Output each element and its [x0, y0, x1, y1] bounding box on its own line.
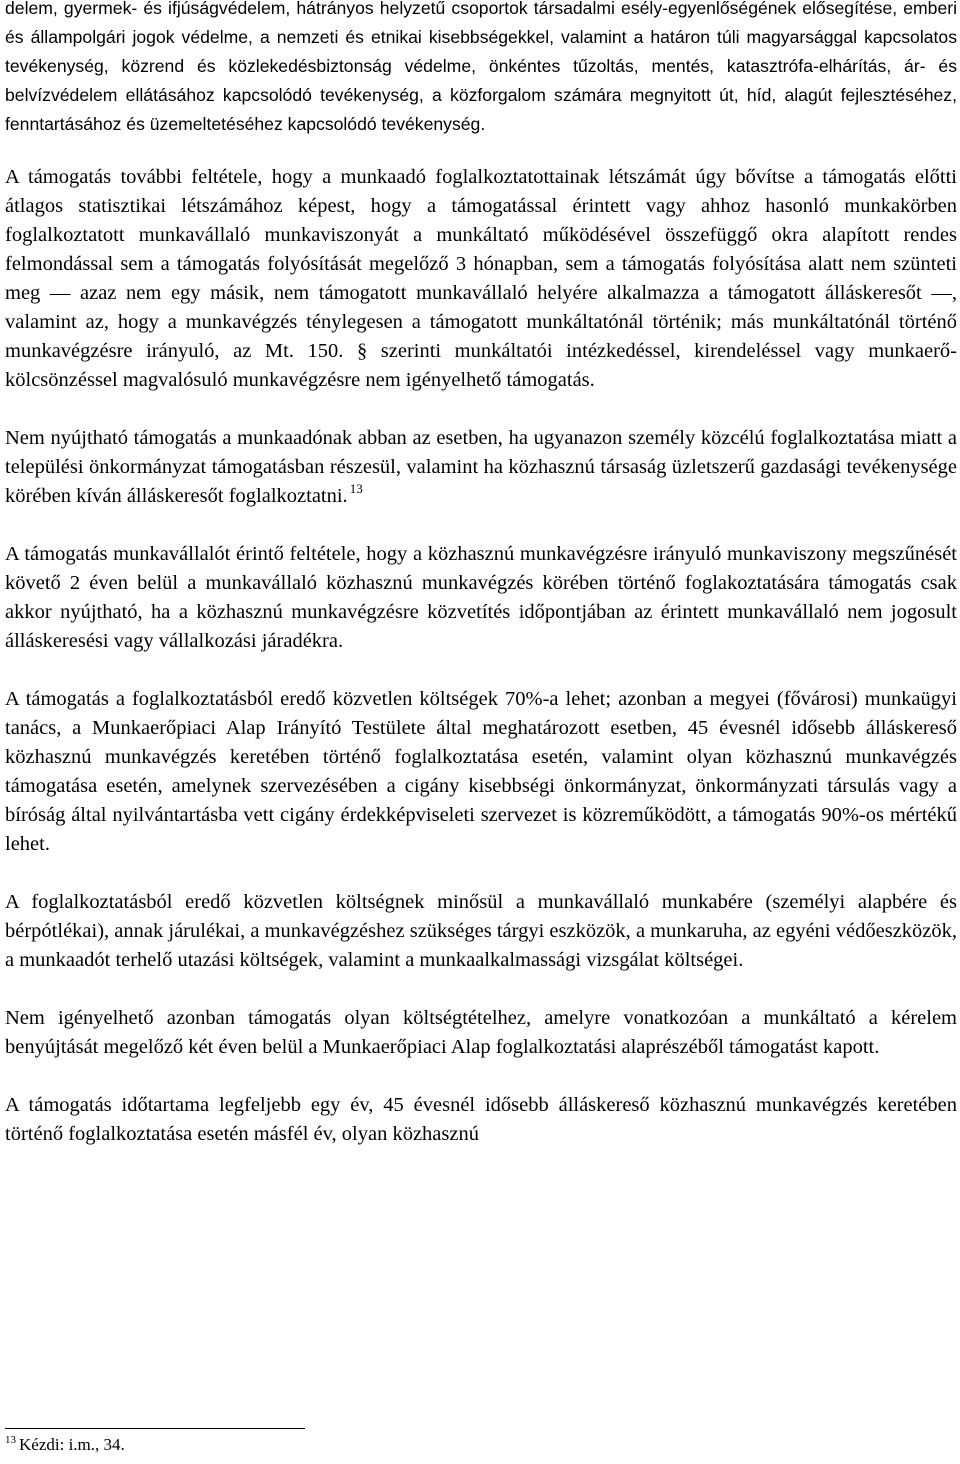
- footnote-separator: [5, 1428, 305, 1429]
- paragraph-4: A támogatás munkavállalót érintő feltétele, hogy a közhasznú munkavégzésre irányuló munkaviszony megszűnését követő 2 éven belül a munkavállaló közhasznú munkavégzés körében történő foglakoztatására támogatás csak akkor nyújtható, ha a közhasznú munkavégzésre közvetítés időpontjában az érintett munkavállaló nem jogosult álláskeresési vagy vállalkozási járadékra.: [5, 543, 957, 652]
- footnote: [5, 1434, 125, 1456]
- paragraph-3-text: Nem nyújtható támogatás a munkaadónak abban az esetben, ha ugyanazon személy közcélú foglalkoztatása miatt a települési önkormányzat támogatásban részesül, valamint ha közhasznú társaság üzletszerű gazdasági tevékenysége körében kíván álláskeresőt foglalkoztatni.: [5, 427, 957, 507]
- document-page: [5, 0, 957, 1178]
- paragraph-6: A foglalkoztatásból eredő közvetlen költségnek minősül a munkavállaló munkabére (személyi alapbére és bérpótlékai), annak járulékai, a munkavégzéshez szükséges tárgyi eszközök, a munkaruha, az egyéni védőeszközök, a munkaadót terhelő utazási költségek, valamint a munkaalkalmassági vizsgálat költségei.: [5, 891, 957, 971]
- footnote-text: Kézdi: i.m., 34.: [19, 1435, 125, 1454]
- paragraph-5: A támogatás a foglalkoztatásból eredő közvetlen költségek 70%-a lehet; azonban a megyei (fővárosi) munkaügyi tanács, a Munkaerőpiaci Alap Irányító Testülete által meghatározott esetben, 45 évesnél idősebb álláskereső közhasznú munkavégzés keretében történő foglalkoztatása esetén, valamint olyan közhasznú munkavégzés támogatása esetén, amelynek szervezésében a cigány kisebbségi önkormányzat, önkormányzati társulás vagy a bíróság által nyilvántartásba vett cigány érdekképviseleti szervezet is közreműködött, a támogatás 90%-os mértékű lehet.: [5, 688, 957, 855]
- footnote-number: 13: [5, 1434, 16, 1446]
- paragraph-7: Nem igényelhető azonban támogatás olyan költségtételhez, amelyre vonatkozóan a munkáltató a kérelem benyújtását megelőző két éven belül a Munkaerőpiaci Alap foglalkoztatási alaprészéből támogatást kapott.: [5, 1007, 957, 1058]
- paragraph-2: A támogatás további feltétele, hogy a munkaadó foglalkoztatottainak létszámát úgy bővítse a támogatás előtti átlagos statisztikai létszámához képest, hogy a támogatással érintett vagy ahhoz hasonló munkakörben foglalkoztatott munkavállaló munkaviszonyát a munkáltató működésével összefüggő okra alapított rendes felmondással sem a támogatás folyósítását megelőző 3 hónapban, sem a támogatás folyósítása alatt nem szünteti meg ― azaz nem egy másik, nem támogatott munkavállaló helyére alkalmazza a támogatott álláskeresőt ―, valamint az, hogy a munkavégzés ténylegesen a támogatott munkáltatónál történik; más munkáltatónál történő munkavégzésre irányuló, az Mt. 150. § szerinti munkáltatói intézkedéssel, kirendeléssel vagy munkaerő-kölcsönzéssel magvalósuló munkavégzésre nem igényelhető támogatás.: [5, 166, 957, 391]
- paragraph-8: A támogatás időtartama legfeljebb egy év, 45 évesnél idősebb álláskereső közhasznú munkavégzés keretében történő foglalkoztatása esetén másfél év, olyan közhasznú: [5, 1094, 957, 1145]
- footnote-reference[interactable]: 13: [349, 481, 363, 496]
- paragraph-3: [5, 424, 957, 511]
- paragraph-1: delem, gyermek- és ifjúságvédelem, hátrányos helyzetű csoportok társadalmi esély-egyenlőségének elősegítése, emberi és állampolgári jogok védelme, a nemzeti és etnikai kisebbségekkel, valamint a határon túli magyarsággal kapcsolatos tevékenység, közrend és közlekedésbiztonság védelme, önkéntes tűzoltás, mentés, katasztrófa-elhárítás, ár- és belvízvédelem ellátásához kapcsolódó tevékenység, a közforgalom számára megnyitott út, híd, alagút fejlesztéséhez, fenntartásához és üzemeltetéséhez kapcsolódó tevékenység.: [5, 0, 957, 134]
